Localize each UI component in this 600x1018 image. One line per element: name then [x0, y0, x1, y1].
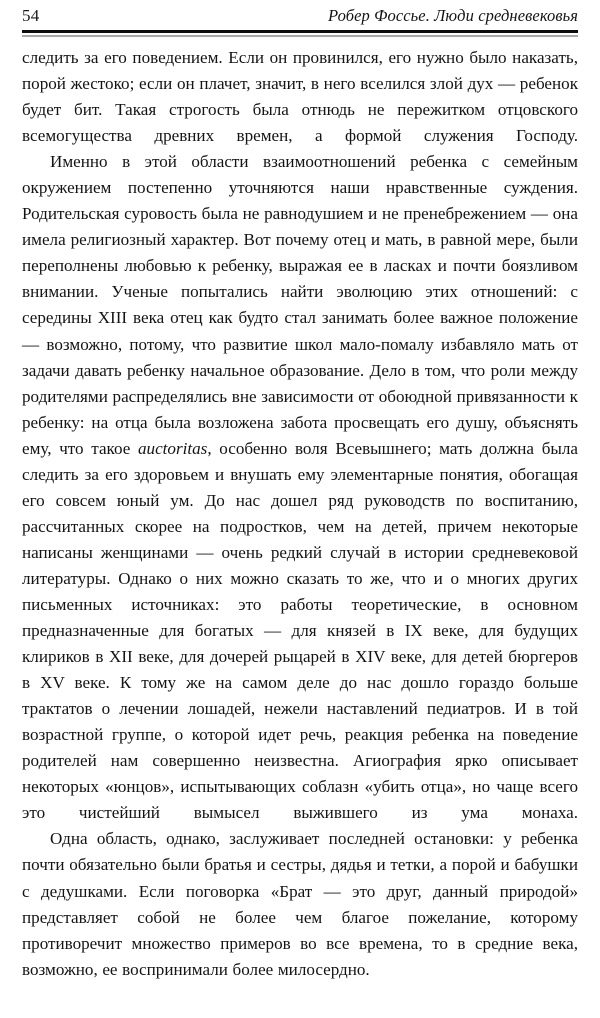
header-rule-thin [22, 35, 578, 37]
paragraph-text-after-italic: , особенно воля Всевышнего; мать должна была следить за его здоровьем и внушать ему элементарные понятия, обогащая его совсем юный ум. До нас дошел ряд руководств по воспитанию, рассчитанных скорее на подростков, чем на детей, причем некоторые написаны женщинами — очень редкий случай в истории средневековой литературы. Однако о них можно сказать то же, что и о многих других письменных источниках: это работы теоретические, в основном предназначенные для богатых — для князей в IX веке, для будущих клириков в XII веке, для дочерей рыцарей в XIV веке, для детей бюргеров в XV веке. К тому же на самом деле до нас дошло гораздо больше трактатов о лечении лошадей, нежели наставлений педиатров. И в той возрастной группе, о которой идет речь, реакция ребенка на поведение родителей нам совершенно неизвестна. Агиография ярко описывает некоторых «юнцов», испытывающих соблазн «убить отца», но чаще всего это чистейший вымысел выжившего из ума монаха. [22, 438, 578, 823]
running-head [22, 6, 578, 28]
paragraph-moral-judgements [22, 149, 578, 826]
paragraph-siblings: Одна область, однако, заслуживает последней остановки: у ребенка почти обязательно были братья и сестры, дядья и тетки, а порой и бабушки с дедушками. Если поговорка «Брат — это друг, данный природой» представляет собой не более чем благое пожелание, которому противоречит множество примеров во все времена, то в средние века, возможно, ее воспринимали более милосердно. [22, 829, 578, 979]
latin-term-auctoritas: auctoritas [138, 438, 208, 458]
running-title: Робер Фоссье. Люди средневековья [328, 6, 578, 25]
body-text-column [22, 45, 578, 983]
page-number: 54 [22, 6, 40, 25]
header-divider [22, 30, 578, 37]
header-rule-thick [22, 30, 578, 33]
paragraph-text-before-italic: Именно в этой области взаимоотношений ребенка с семейным окружением постепенно уточняются наши нравственные суждения. Родительская суровость была не равнодушием и не пренебрежением — она имела религиозный характер. Вот почему отец и мать, в равной мере, были переполнены любовью к ребенку, выражая ее в ласках и почти боязливом внимании. Ученые попытались найти эволюцию этих отношений: с середины XIII века отец как будто стал занимать более важное положение — возможно, потому, что развитие школ мало-помалу избавляло мать от задачи давать ребенку начальное образование. Дело в том, что роли между родителями распределялись вне зависимости от обоюдной привязанности к ребенку: на отца была возложена забота просвещать его душу, объяснять ему, что такое [22, 152, 578, 458]
paragraph-continued: следить за его поведением. Если он провинился, его нужно было наказать, порой жестоко; если он плачет, значит, в него вселился злой дух — ребенок будет бит. Такая строгость была отнюдь не пережитком отцовского всемогущества древних времен, а формой служения Господу. [22, 48, 578, 146]
